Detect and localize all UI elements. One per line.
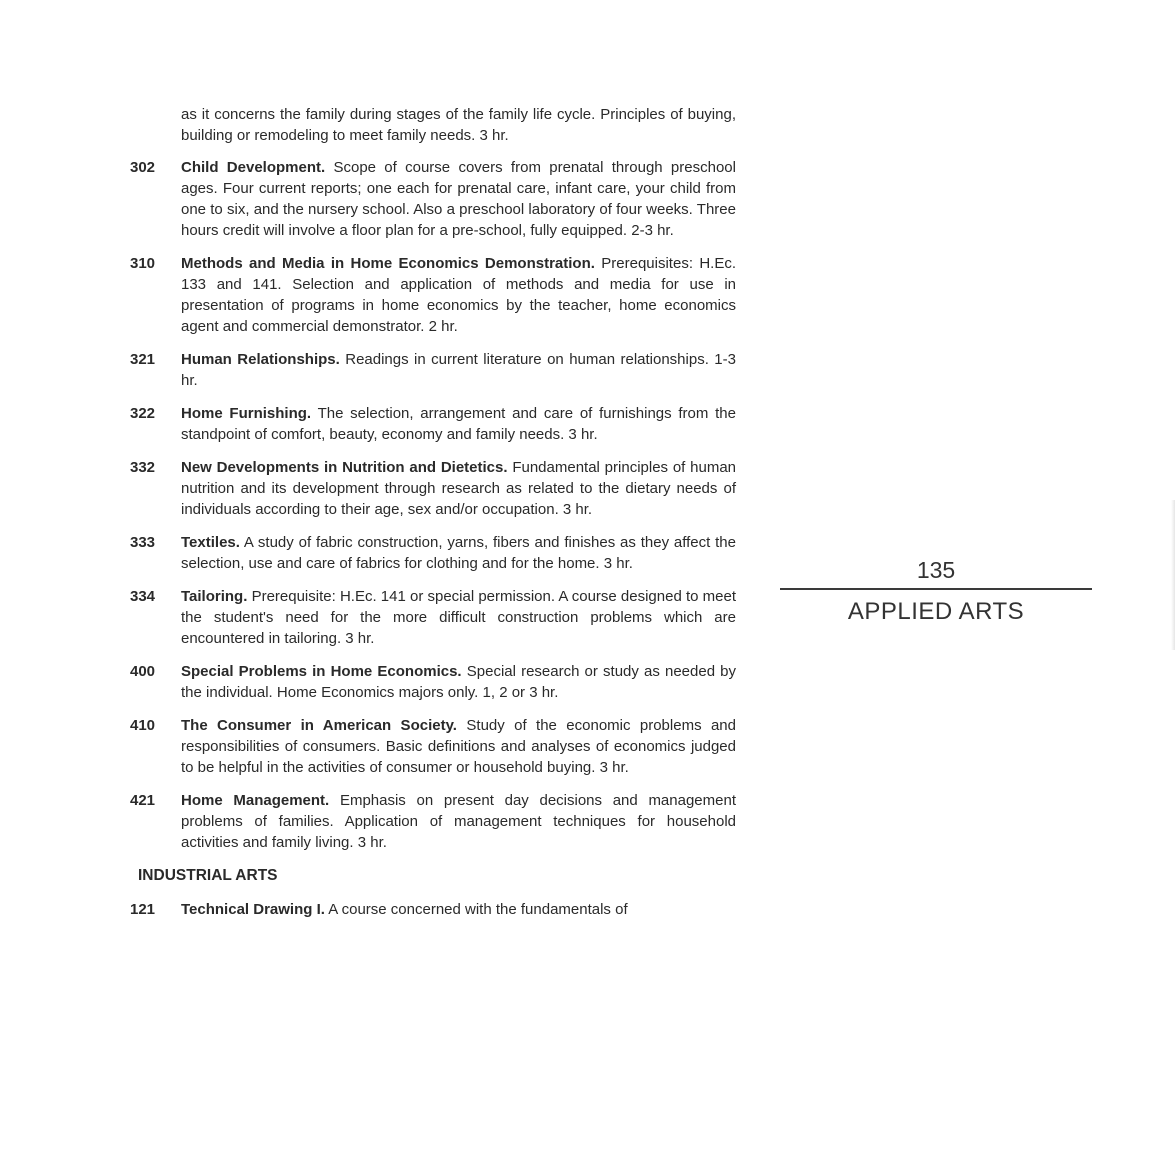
course-text: A study of fabric construction, yarns, fibers and finishes as they affect the selection, use and care of fabrics for clothing and for the home. 3 hr. — [181, 534, 736, 572]
course-description — [181, 586, 736, 649]
course-text: Special research or study as needed by the individual. Home Economics majors only. 1, 2 or 3 hr. — [181, 663, 737, 701]
course-list-column — [130, 104, 736, 932]
course-entry-410 — [130, 715, 736, 778]
continued-course-text: as it concerns the family during stages of the family life cycle. Principles of buying, building or remodeling to meet family needs. 3 hr. — [181, 106, 736, 144]
course-entry-121 — [130, 899, 736, 920]
course-text: Fundamental principles of human nutrition and its development through research as related to the dietary needs of individuals according to their age, sex and/or occupation. 3 hr. — [181, 459, 737, 518]
page-edge-shadow — [1171, 500, 1175, 650]
course-text: A course concerned with the fundamentals of — [328, 901, 628, 918]
course-title: Tailoring. — [181, 588, 248, 605]
course-entry-310 — [130, 253, 736, 337]
course-description — [181, 532, 736, 574]
course-description — [181, 790, 736, 853]
course-description — [181, 349, 736, 391]
course-entry-421 — [130, 790, 736, 853]
course-text: Study of the economic problems and responsibilities of consumers. Basic definitions and analyses of economics judged to be helpful in the activities of consumer or household buying. 3 hr. — [181, 717, 736, 776]
course-title: Child Development. — [181, 159, 326, 176]
course-text: The selection, arrangement and care of furnishings from the standpoint of comfort, beauty, economy and family needs. 3 hr. — [181, 405, 736, 443]
course-entry-333 — [130, 532, 736, 574]
course-number: 310 — [130, 255, 156, 272]
course-description — [181, 157, 736, 241]
course-title: New Developments in Nutrition and Dietetics. — [181, 459, 508, 476]
course-title: Technical Drawing I. — [181, 901, 325, 918]
course-number: 333 — [130, 534, 156, 551]
course-entry-334 — [130, 586, 736, 649]
section-name: APPLIED ARTS — [847, 598, 1025, 625]
divider-rule — [780, 588, 1092, 590]
course-entry-400 — [130, 661, 736, 703]
course-title: Human Relationships. — [181, 351, 340, 368]
course-number: 421 — [130, 792, 156, 809]
course-number: 322 — [130, 405, 156, 422]
course-number: 121 — [130, 901, 156, 918]
course-text: Readings in current literature on human relationships. 1-3 hr. — [181, 351, 736, 389]
course-entry-332 — [130, 457, 736, 520]
page-sidebar — [780, 556, 1092, 626]
course-description — [181, 253, 736, 337]
course-description — [181, 899, 736, 920]
course-text: Prerequisites: H.Ec. 133 and 141. Selection and application of methods and media for use in presentation of programs in home economics by the teacher, home economics agent and commercial demonstrator. 2 hr. — [181, 255, 737, 335]
course-title: Home Furnishing. — [181, 405, 312, 422]
course-number: 332 — [130, 459, 156, 476]
course-entry-322 — [130, 403, 736, 445]
course-number: 321 — [130, 351, 156, 368]
course-description — [181, 457, 736, 520]
course-text: Scope of course covers from prenatal through preschool ages. Four current reports; one each for prenatal care, infant care, your child from one to six, and the nursery school. Also a preschool laboratory of four weeks. Three hours credit will involve a floor plan for a pre-school, fully equipped. 2-3 hr. — [181, 159, 736, 239]
course-title: Special Problems in Home Economics. — [181, 663, 462, 680]
course-title: Home Management. — [181, 792, 330, 809]
section-heading-industrial-arts: INDUSTRIAL ARTS — [138, 867, 278, 884]
course-entry-321 — [130, 349, 736, 391]
course-description — [181, 715, 736, 778]
course-number: 334 — [130, 588, 156, 605]
course-entry-302 — [130, 157, 736, 241]
course-number: 302 — [130, 159, 156, 176]
course-description — [181, 661, 736, 703]
page-number: 135 — [916, 557, 956, 583]
course-text: Emphasis on present day decisions and management problems of families. Application of management techniques for household activities and family living. 3 hr. — [181, 792, 736, 851]
course-description — [181, 403, 736, 445]
course-number: 410 — [130, 717, 156, 734]
course-title: The Consumer in American Society. — [181, 717, 457, 734]
course-title: Methods and Media in Home Economics Demonstration. — [181, 255, 595, 272]
course-text: Prerequisite: H.Ec. 141 or special permission. A course designed to meet the student's need for the more difficult construction problems which are encountered in tailoring. 3 hr. — [181, 588, 736, 647]
course-number: 400 — [130, 663, 156, 680]
course-title: Textiles. — [181, 534, 240, 551]
